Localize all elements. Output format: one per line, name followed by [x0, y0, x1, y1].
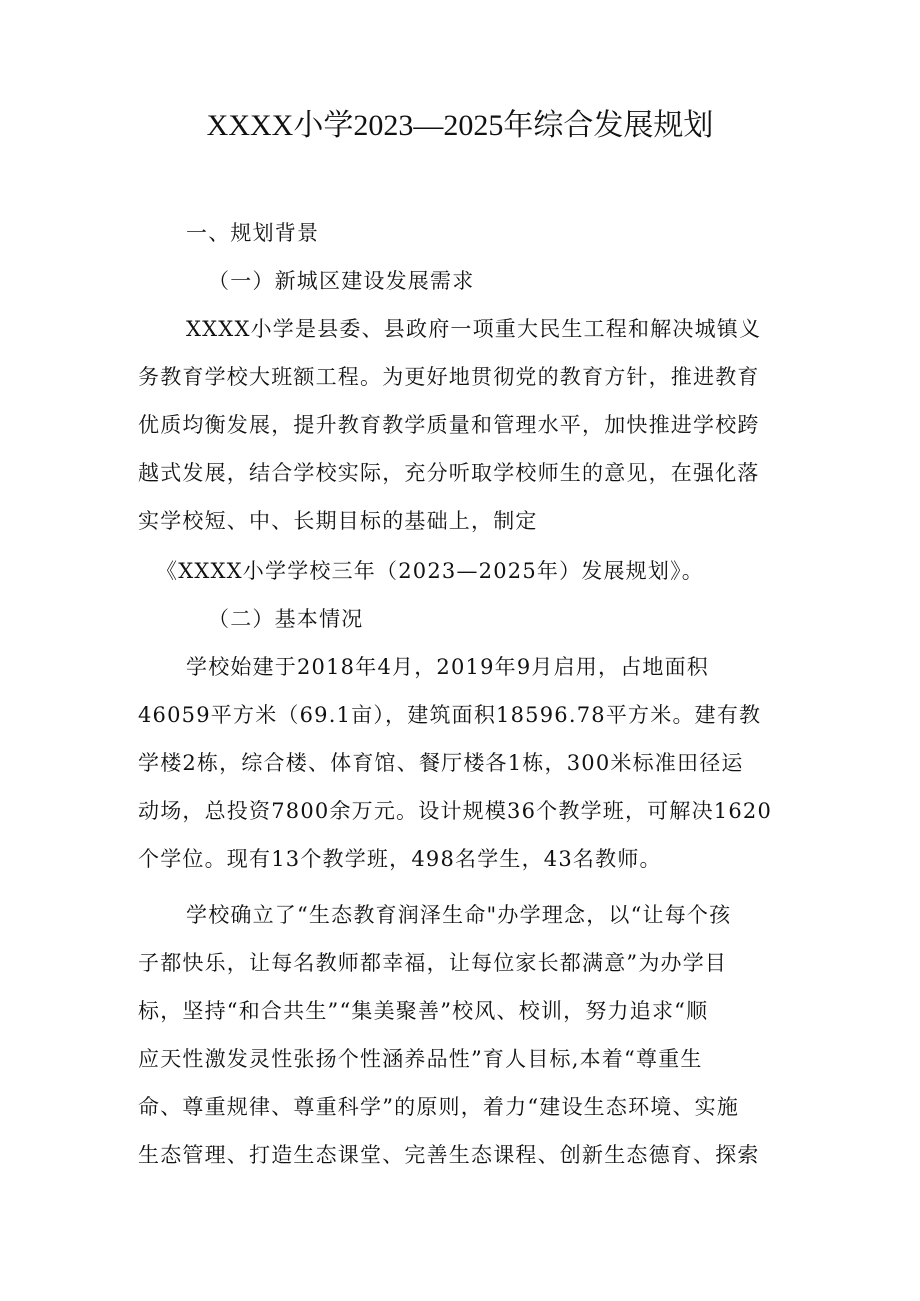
paragraph-line: 子都快乐，让每名教师都幸福，让每位家长都满意”为办学目 — [138, 951, 728, 975]
paragraph-line: 学校确立了“生态教育润泽生命"办学理念，以“让每个孩 — [186, 903, 732, 927]
paragraph-line: XXXX小学是县委、县政府一项重大民生工程和解决城镇义 — [186, 317, 762, 341]
paragraph-line: 动场，总投资7800余万元。设计规模36个教学班，可解决1620 — [138, 799, 773, 823]
paragraph-line: 《XXXX小学学校三年（2023—2025年）发展规划》。 — [156, 559, 704, 583]
paragraph-line: 命、尊重规律、尊重科学”的原则，着力“建设生态环境、实施 — [138, 1095, 740, 1119]
paragraph-line: 生态管理、打造生态课堂、完善生态课程、创新生态德育、探索 — [138, 1143, 760, 1167]
paragraph-line: 应天性激发灵性张扬个性涵养品性”育人目标,本着“尊重生 — [138, 1047, 703, 1071]
paragraph-line: 学校始建于2018年4月，2019年9月启用，占地面积 — [186, 655, 710, 679]
paragraph-line: 越式发展，结合学校实际，充分听取学校师生的意见，在强化落 — [138, 461, 760, 485]
document-title: XXXX小学2023—2025年综合发展规划 — [206, 109, 714, 142]
paragraph-line: 实学校短、中、长期目标的基础上，制定 — [138, 509, 538, 533]
paragraph-line: 标，坚持“和合共生”“集美聚善”校风、校训，努力追求“顺 — [138, 999, 709, 1023]
paragraph-line: 46059平方米（69.1亩），建筑面积18596.78平方米。建有教 — [138, 703, 762, 727]
paragraph-line: 学楼2栋，综合楼、体育馆、餐厅楼各1栋，300米标准田径运 — [138, 751, 744, 775]
paragraph-line: 个学位。现有13个教学班，498名学生，43名教师。 — [138, 847, 662, 871]
subsection-heading-basic-info: （二）基本情况 — [208, 607, 364, 631]
subsection-heading-demand: （一）新城区建设发展需求 — [208, 269, 475, 293]
paragraph-line: 务教育学校大班额工程。为更好地贯彻党的教育方针，推进教育 — [138, 365, 760, 389]
section-heading-background: 一、规划背景 — [186, 221, 320, 245]
paragraph-line: 优质均衡发展，提升教育教学质量和管理水平，加快推进学校跨 — [138, 413, 760, 437]
